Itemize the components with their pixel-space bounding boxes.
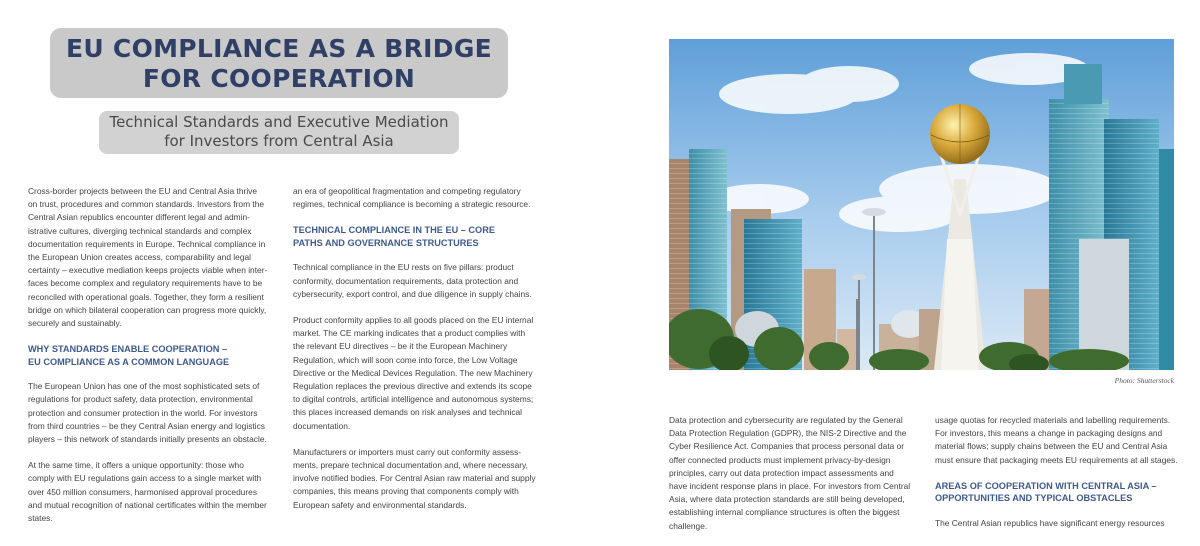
heading-line-1: AREAS OF COOPERATION WITH CENTRAL ASIA – bbox=[935, 480, 1157, 491]
body-paragraph: The European Union has one of the most sophisticated sets of regulations for product safety, data protection, environmental protection and consumer protection in the world. For investors from third countries – be they Central Asian energy and logistics players – this network of standards initially presents an obstacle. bbox=[28, 381, 267, 445]
section-heading-areas-of-cooperation bbox=[935, 480, 1180, 505]
body-paragraph: Product conformity applies to all goods placed on the EU internal market. The CE marking indicates that a product complies with the relevant EU directives – be it the European Machinery Regulation, which will soon come into force, the Low Voltage Directive or the Medical Devices Regulation. The new Machinery Regulation replaces the previous directive and extends its scope to digital controls, artificial intelligence and autonomous systems; this places increased demands on risk analyses and technical documentation. bbox=[293, 315, 534, 431]
body-paragraph: At the same time, it offers a unique opportunity: those who comply with EU regulations gain access to a single market with over 450 million consumers, harmonised approval procedures and mutual recognition of national certificates within the member states. bbox=[28, 460, 267, 524]
body-paragraph: usage quotas for recycled materials and labelling requirements. For investors, this means a change in packaging designs and material flows; supply chains between the EU and Central Asia must ensure that packaging meets EU requirements at all stages. bbox=[935, 415, 1178, 465]
text-column-2 bbox=[293, 185, 539, 525]
heading-line-2: EU COMPLIANCE AS A COMMON LANGUAGE bbox=[28, 356, 230, 367]
heading-line-2: OPPORTUNITIES AND TYPICAL OBSTACLES bbox=[935, 493, 1133, 504]
title-line-2: FOR COOPERATION bbox=[142, 64, 416, 93]
heading-line-2: PATHS AND GOVERNANCE STRUCTURES bbox=[293, 237, 479, 248]
title-block bbox=[0, 28, 558, 154]
body-paragraph: Technical compliance in the EU rests on five pillars: product conformity, documentation requirements, data protection and cybersecurity, export control, and due diligence in supply chains. bbox=[293, 262, 532, 299]
text-column-1 bbox=[28, 185, 268, 538]
skyline-illustration bbox=[669, 39, 1174, 370]
subtitle-line-2: for Investors from Central Asia bbox=[164, 132, 394, 150]
body-paragraph: The Central Asian republics have significant energy resources bbox=[935, 517, 1165, 528]
section-heading-technical-compliance bbox=[293, 224, 539, 249]
text-column-4 bbox=[935, 414, 1180, 543]
body-paragraph: Data protection and cybersecurity are regulated by the General Data Protection Regulation (GDPR), the NIS-2 Directive and the Cyber Resilience Act. Companies that process personal data or offer connected products must implement privacy-by-design principles, carry out data protection impact assessments and have incident response plans in place. For investors from Central Asia, where data protection standards are still being developed, establishing internal compliance structures is often the biggest challenge. bbox=[669, 415, 911, 531]
city-skyline-photo bbox=[669, 39, 1174, 370]
subtitle-line-1: Technical Standards and Executive Mediation bbox=[109, 113, 449, 131]
body-paragraph: Manufacturers or importers must carry out conformity assessments, prepare technical documentation and, where necessary, involve notified bodies. For Central Asian raw material and supply companies, this means proving that components comply with European safety and environmental standards. bbox=[293, 446, 536, 510]
page-title bbox=[50, 28, 508, 98]
text-column-3 bbox=[669, 414, 912, 546]
intro-paragraph: Cross-border projects between the EU and Central Asia thrive on trust, procedures and common standards. Investors from the Central Asian republics encounter different legal and administrative cultures, diverging technical standards and complex documentation requirements in Europe. Technical compliance in the European Union creates access, comparability and legal certainty – executive mediation keeps projects viable when interfaces become complex and regulatory requirements have to be reconciled with operational goals. Together, they form a resilient bridge on which bilateral cooperation can progress more quickly, securely and sustainably. bbox=[28, 186, 268, 329]
title-line-1: EU COMPLIANCE AS A BRIDGE bbox=[65, 34, 493, 63]
body-paragraph: an era of geopolitical fragmentation and competing regulatory regimes, technical compliance is becoming a strategic resource. bbox=[293, 186, 531, 210]
photo-credit: Photo: Shutterstock bbox=[1114, 376, 1174, 385]
heading-line-1: WHY STANDARDS ENABLE COOPERATION – bbox=[28, 344, 228, 355]
page-subtitle bbox=[99, 111, 458, 154]
heading-line-1: TECHNICAL COMPLIANCE IN THE EU – CORE bbox=[293, 225, 495, 236]
section-heading-why-standards bbox=[28, 343, 268, 368]
